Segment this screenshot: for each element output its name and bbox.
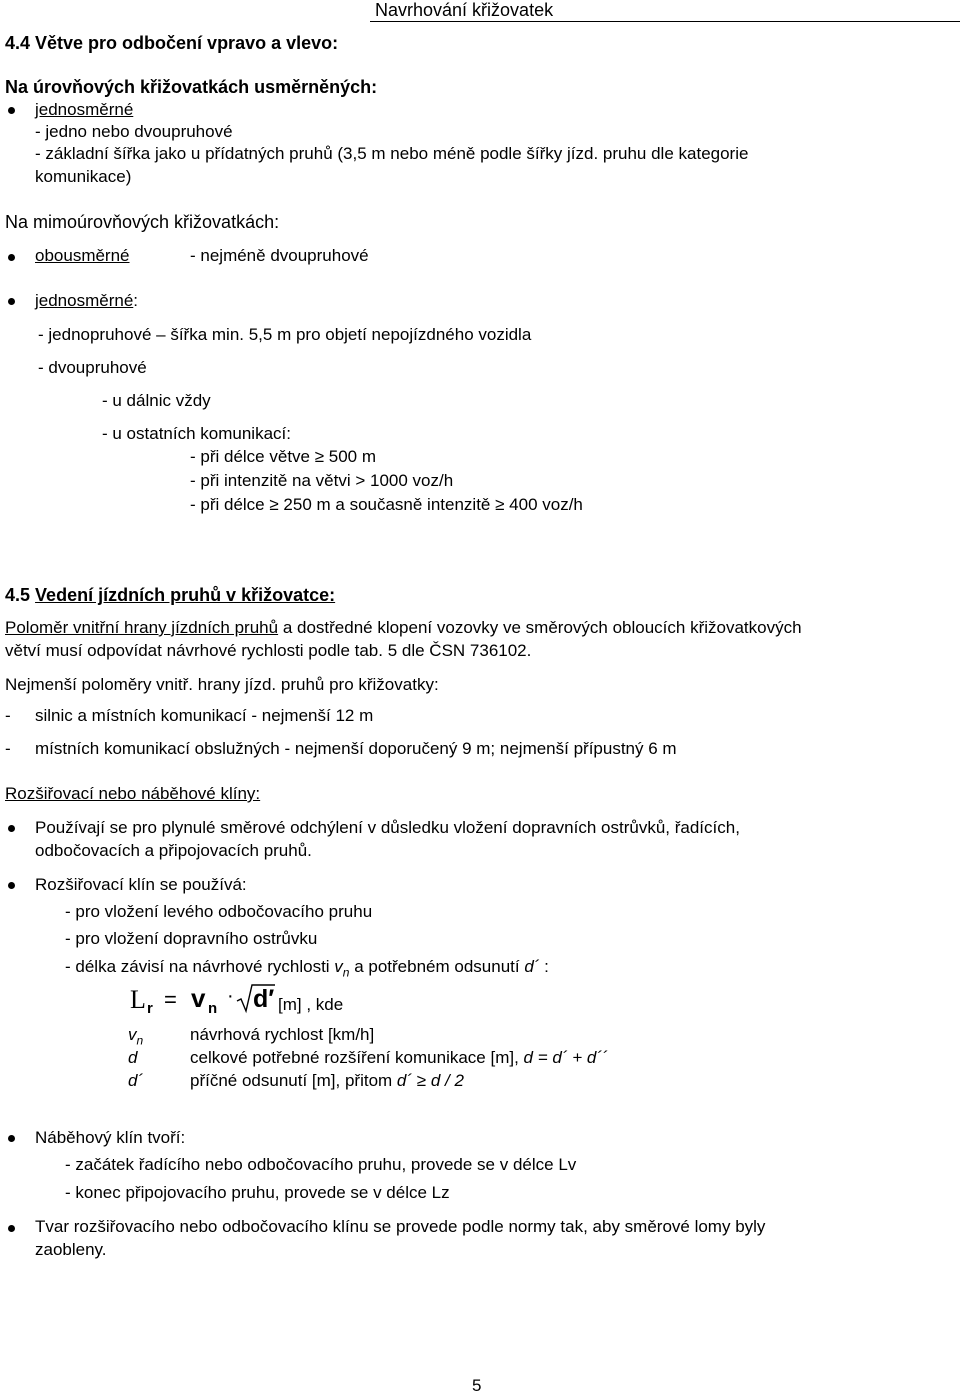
radius-dash-2: -	[5, 739, 11, 758]
page-number: 5	[472, 1376, 482, 1395]
radius-dash-1: -	[5, 706, 11, 725]
single-lane-line: - jednopruhové – šířka min. 5,5 m pro objetí nepojízdného vozidla	[38, 325, 532, 344]
base-width-line-cont: komunikace)	[35, 167, 132, 186]
wedge-use-line1: Používají se pro plynulé směrové odchýlení v důsledku vložení dopravních ostrůvků, řadících,	[35, 818, 740, 837]
speed-subscript: n	[342, 965, 350, 980]
radius-term: Poloměr vnitřní hrany jízdních pruhů	[5, 618, 279, 637]
section-4-4-title: 4.4 Větve pro odbočení vpravo a vlevo:	[5, 33, 339, 53]
def-total-symbol: d	[128, 1048, 138, 1067]
oneway-label: jednosměrné	[35, 100, 134, 119]
oneway2-colon: :	[133, 291, 139, 310]
offset-symbol: d´	[524, 957, 540, 976]
def-total-line	[190, 1048, 608, 1068]
def-total-text: celkové potřebné rozšíření komunikace [m],	[190, 1048, 524, 1067]
def-speed-sym: v	[128, 1025, 137, 1044]
formula-n: n	[208, 1000, 218, 1017]
condition-combined: - při délce ≥ 250 m a současně intenzitě ≥ 400 voz/h	[190, 495, 583, 514]
double-lane-line: - dvoupruhové	[38, 358, 147, 377]
condition-length: - při délce větve ≥ 500 m	[190, 447, 377, 466]
section-4-5-title	[5, 585, 335, 606]
length-text-mid: a potřebném odsunutí	[349, 957, 525, 976]
other-roads-line: - u ostatních komunikací:	[102, 424, 291, 443]
speed-symbol: v	[334, 957, 343, 976]
widening-length-line	[65, 957, 549, 980]
wedges-heading: Rozšiřovací nebo náběhové klíny:	[5, 784, 261, 803]
radius-item-roads: silnic a místních komunikací - nejmenší 12 m	[35, 706, 374, 725]
header-rule	[370, 21, 960, 22]
base-width-line: - základní šířka jako u přídatných pruhů (3,5 m nebo méně podle šířky jízd. pruhu dle kategorie	[35, 144, 749, 163]
bullet-icon	[8, 825, 15, 832]
def-offset-text: příčné odsunutí [m], přitom	[190, 1071, 397, 1090]
oneway2-label: jednosměrné	[35, 291, 134, 310]
oneway2-line	[35, 291, 138, 311]
formula-equals: =	[164, 987, 177, 1012]
wedge-shape-line1: Tvar rozšiřovacího nebo odbočovacího klínu se provede podle normy tak, aby směrové lomy byly	[35, 1217, 766, 1236]
formula-r: r	[147, 1000, 153, 1017]
widening-island: - pro vložení dopravního ostrůvku	[65, 929, 318, 948]
twoway-label: obousměrné	[35, 246, 130, 265]
def-speed-symbol	[128, 1025, 143, 1048]
condition-intensity: - při intenzitě na větvi > 1000 voz/h	[190, 471, 454, 490]
approach-wedge-heading: Náběhový klín tvoří:	[35, 1128, 186, 1147]
radius-paragraph-line1	[5, 618, 802, 638]
radius-item-service: místních komunikací obslužných - nejmenší doporučený 9 m; nejmenší přípustný 6 m	[35, 739, 677, 758]
formula-L: L	[130, 985, 146, 1014]
highways-line: - u dálnic vždy	[102, 391, 211, 410]
def-total-eq: d = d´ + d´´	[523, 1048, 608, 1067]
approach-wedge-start: - začátek řadícího nebo odbočovacího pruhu, provede se v délce Lv	[65, 1155, 577, 1174]
radius-paragraph-line2: větví musí odpovídat návrhové rychlosti podle tab. 5 dle ČSN 736102.	[5, 641, 532, 660]
bullet-icon	[8, 882, 15, 889]
grade-separated-heading: Na mimoúrovňových křižovatkách:	[5, 212, 280, 232]
bullet-icon	[8, 107, 15, 114]
wedge-shape-line2: zaobleny.	[35, 1240, 107, 1259]
widening-left-lane: - pro vložení levého odbočovacího pruhu	[65, 902, 373, 921]
bullet-icon	[8, 254, 15, 261]
bullet-icon	[8, 1135, 15, 1142]
length-text-pre: - délka závisí na návrhové rychlosti	[65, 957, 335, 976]
def-speed-text: návrhová rychlost [km/h]	[190, 1025, 375, 1044]
formula-dot: ·	[227, 985, 234, 1007]
def-speed-sub: n	[136, 1033, 144, 1048]
length-text-end: :	[539, 957, 549, 976]
formula-unit: [m] , kde	[278, 995, 344, 1014]
level-crossings-heading: Na úrovňových křižovatkách usměrněných:	[5, 77, 378, 97]
section-4-5-number: 4.5	[5, 585, 31, 605]
def-offset-eq: d´ ≥ d / 2	[396, 1071, 464, 1090]
approach-wedge-end: - konec připojovacího pruhu, provede se v délce Lz	[65, 1183, 450, 1202]
min-radii-heading: Nejmenší poloměry vnitř. hrany jízd. pruhů pro křižovatky:	[5, 675, 439, 694]
wedge-length-formula	[130, 985, 390, 1021]
wedge-use-line2: odbočovacích a připojovacích pruhů.	[35, 841, 312, 860]
bullet-icon	[8, 298, 15, 305]
section-4-5-heading: Vedení jízdních pruhů v křižovatce:	[35, 585, 336, 605]
formula-v: v	[191, 983, 206, 1013]
def-offset-symbol: d´	[128, 1071, 144, 1090]
bullet-icon	[8, 1225, 15, 1232]
widening-wedge-heading: Rozšiřovací klín se používá:	[35, 875, 247, 894]
lane-count-line: - jedno nebo dvoupruhové	[35, 122, 233, 141]
twoway-note: - nejméně dvoupruhové	[190, 246, 369, 265]
def-offset-line	[190, 1071, 464, 1091]
formula-d: d′	[253, 985, 275, 1013]
running-header: Navrhování křižovatek	[375, 0, 554, 20]
radius-text: a dostředné klopení vozovky ve směrových obloucích křižovatkových	[278, 618, 802, 637]
